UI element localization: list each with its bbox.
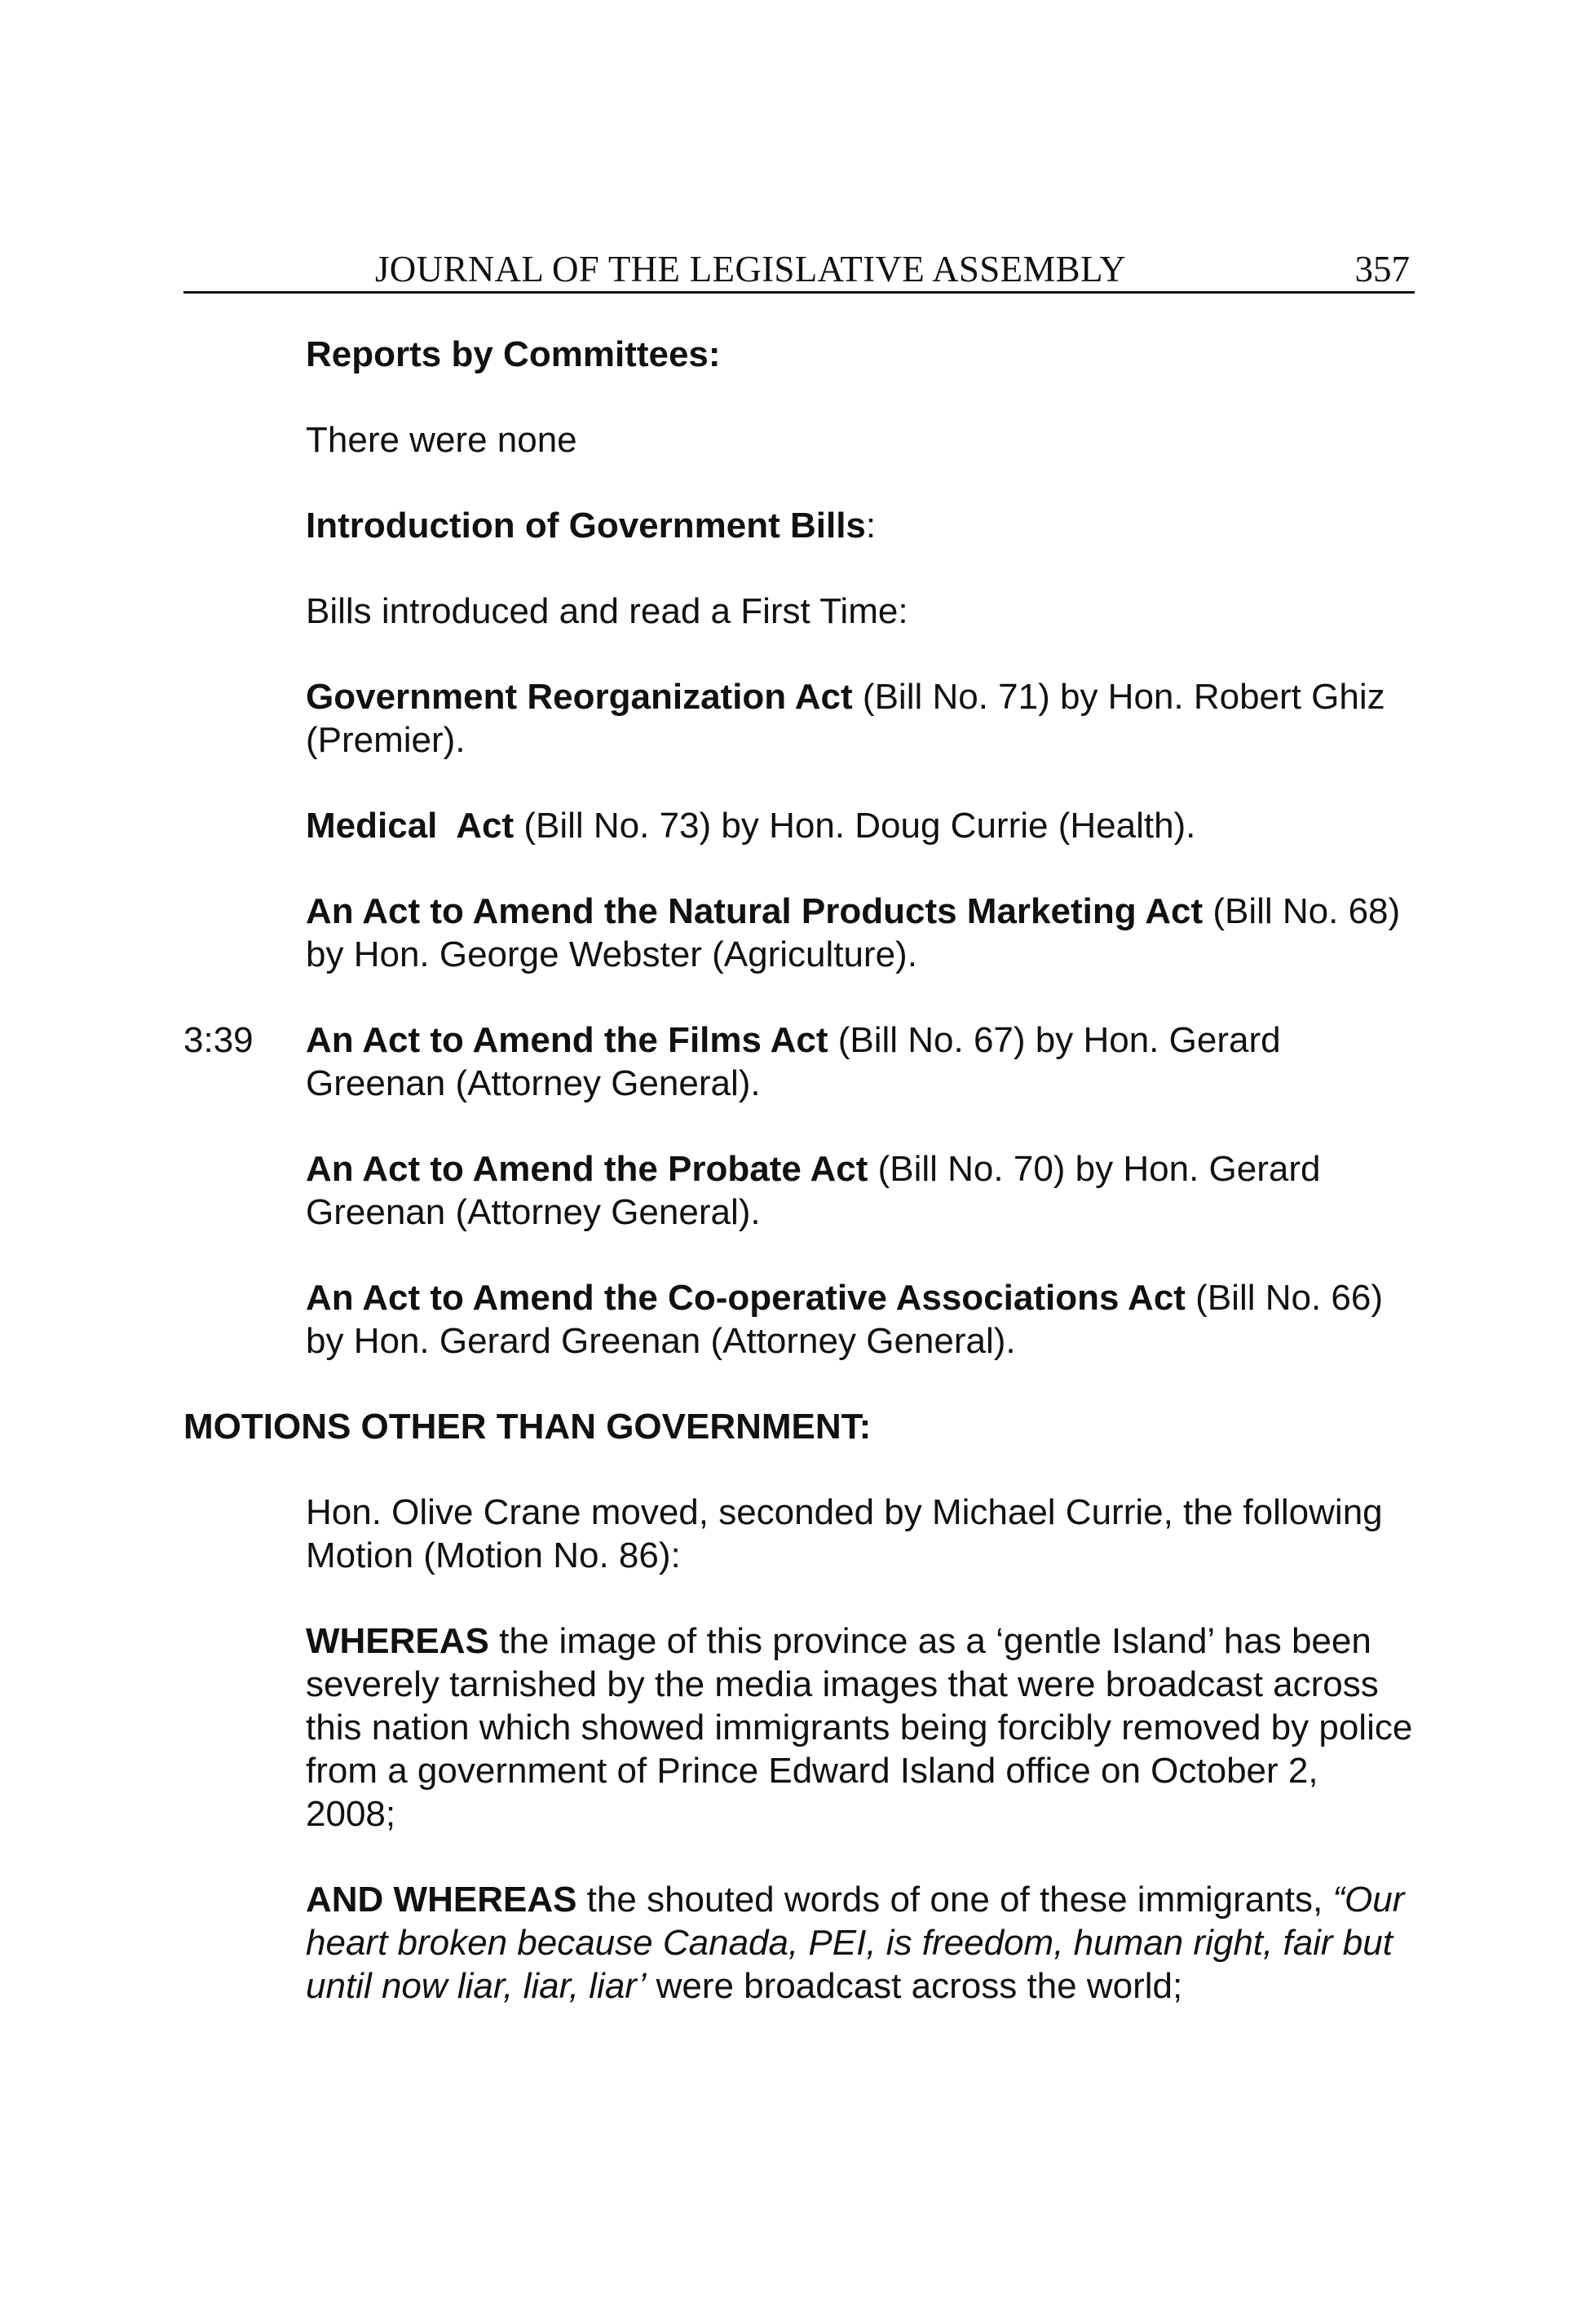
bill-entry [306,804,1415,847]
intro-bills-lead: Bills introduced and read a First Time: [306,591,908,631]
bill-title: An Act to Amend the Films Act [306,1020,828,1060]
intro-bills-heading [306,504,1415,547]
bill-title: An Act to Amend the Probate Act [306,1149,868,1189]
bill-entry [306,890,1415,976]
header-rule [183,291,1415,294]
whereas-text: the shouted words of one of these immigrants, [576,1880,1333,1920]
journal-title: JOURNAL OF THE LEGISLATIVE ASSEMBLY [375,249,1127,289]
whereas-clause [306,1878,1415,2008]
reports-heading: Reports by Committees: [306,334,721,374]
bill-entry [306,675,1415,762]
intro-bills-heading-text: Introduction of Government Bills [306,506,866,546]
bill-details: (Bill No. 66) by Hon. Gerard Greenan (Attorney General). [306,1278,1384,1361]
motions-heading: MOTIONS OTHER THAN GOVERNMENT: [183,1407,872,1447]
bill-title: Government Reorganization Act [306,677,853,717]
whereas-clause [306,1619,1415,1836]
whereas-text: the image of this province as a ‘gentle Island’ has been severely tarnished by the media images that were broadcast across this nation which showed immigrants being forcibly removed by police from a government of Prince Edward Island office on October 2, 2008; [306,1621,1413,1834]
intro-bills-heading-colon: : [865,506,877,546]
bill-title: An Act to Amend the Natural Products Marketing Act [306,891,1204,931]
bill-details: (Bill No. 68) by Hon. George Webster (Agriculture). [306,891,1401,974]
bill-details: (Bill No. 70) by Hon. Gerard Greenan (Attorney General). [306,1149,1321,1232]
reports-text: There were none [306,420,577,460]
page-body [183,333,1415,2050]
motions-section [306,1491,1415,2008]
bill-entry [183,1018,1415,1105]
bill-title: An Act to Amend the Co-operative Associations Act [306,1278,1186,1318]
bill-details: (Bill No. 71) by Hon. Robert Ghiz (Premier). [306,677,1385,760]
bill-title: Medical Act [306,806,515,846]
whereas-tail: were broadcast across the world; [646,1966,1183,2006]
motion-moved-text: Hon. Olive Crane moved, seconded by Michael Currie, the following Motion (Motion No. 86): [306,1492,1383,1575]
bill-entry [306,1147,1415,1234]
bill-details: (Bill No. 67) by Hon. Gerard Greenan (Attorney General). [306,1020,1281,1103]
reports-section [183,333,1415,1363]
whereas-keyword: WHEREAS [306,1621,489,1661]
immigrant-quote: “Our heart broken because Canada, PEI, is freedom, human right, fair but until now liar, liar, liar’ [306,1880,1405,2006]
bill-entry [306,1276,1415,1363]
running-header [183,245,1415,294]
whereas-keyword: AND WHEREAS [306,1880,577,1920]
time-marker: 3:39 [183,1020,254,1060]
page-number: 357 [1354,249,1410,289]
bill-details: (Bill No. 73) by Hon. Doug Currie (Health). [514,806,1196,846]
